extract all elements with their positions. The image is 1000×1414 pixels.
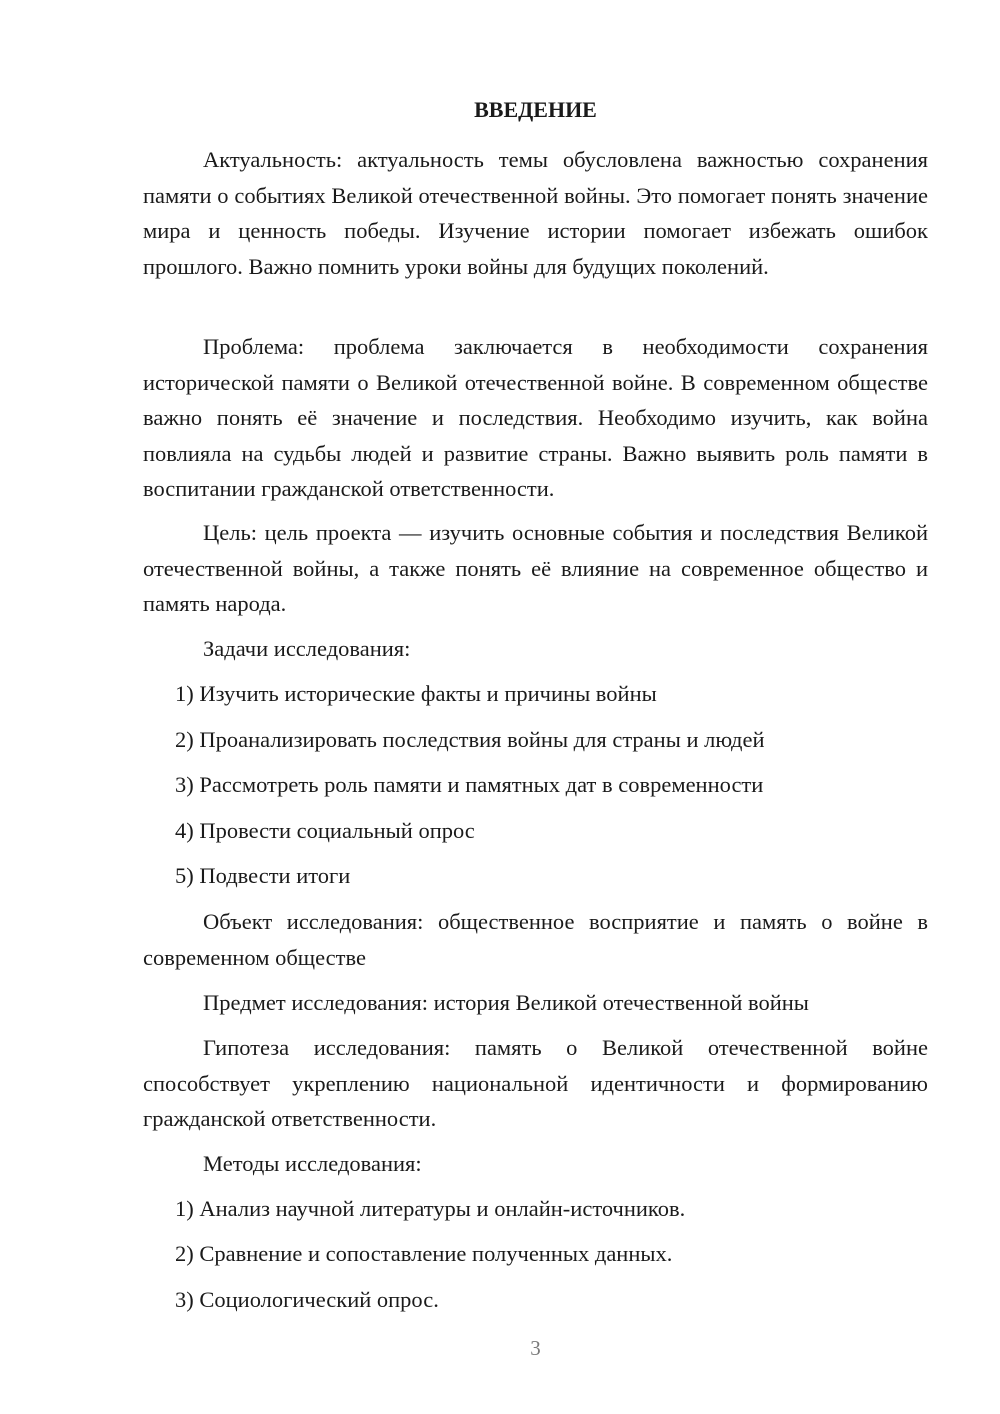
task-item: 3) Рассмотреть роль памяти и памятных дат в современности: [175, 772, 764, 797]
task-item: 5) Подвести итоги: [175, 863, 351, 888]
hypothesis-paragraph: Гипотеза исследования: память о Великой отечественной войне способствует укреплению национальной идентичности и формированию гражданской ответственности.: [143, 1035, 928, 1131]
problem-paragraph: Проблема: проблема заключается в необходимости сохранения исторической памяти о Великой отечественной войне. В современном обществе важно понять её значение и последствия. Необходимо изучить, как война повлияла на судьбы людей и развитие страны. Важно выявить роль памяти в воспитании гражданской ответственности.: [143, 334, 928, 501]
methods-heading: Методы исследования:: [203, 1151, 422, 1176]
object-paragraph: Объект исследования: общественное восприятие и память о войне в современном обществе: [143, 909, 928, 970]
tasks-heading: Задачи исследования:: [203, 636, 411, 661]
method-item: 1) Анализ научной литературы и онлайн-источников.: [175, 1196, 686, 1221]
page-number: 3: [530, 1336, 541, 1360]
method-item: 2) Сравнение и сопоставление полученных данных.: [175, 1241, 673, 1266]
page-title: ВВЕДЕНИЕ: [474, 97, 597, 122]
task-item: 1) Изучить исторические факты и причины войны: [175, 681, 657, 706]
method-item: 3) Социологический опрос.: [175, 1287, 439, 1312]
relevance-paragraph: Актуальность: актуальность темы обусловлена важностью сохранения памяти о событиях Великой отечественной войны. Это помогает понять значение мира и ценность победы. Изучение истории помогает избежать ошибок прошлого. Важно помнить уроки войны для будущих поколений.: [143, 147, 928, 279]
task-item: 2) Проанализировать последствия войны для страны и людей: [175, 727, 765, 752]
goal-paragraph: Цель: цель проекта — изучить основные события и последствия Великой отечественной войны, а также понять её влияние на современное общество и память народа.: [143, 520, 928, 616]
task-item: 4) Провести социальный опрос: [175, 818, 475, 843]
subject-paragraph: Предмет исследования: история Великой отечественной войны: [203, 990, 809, 1015]
